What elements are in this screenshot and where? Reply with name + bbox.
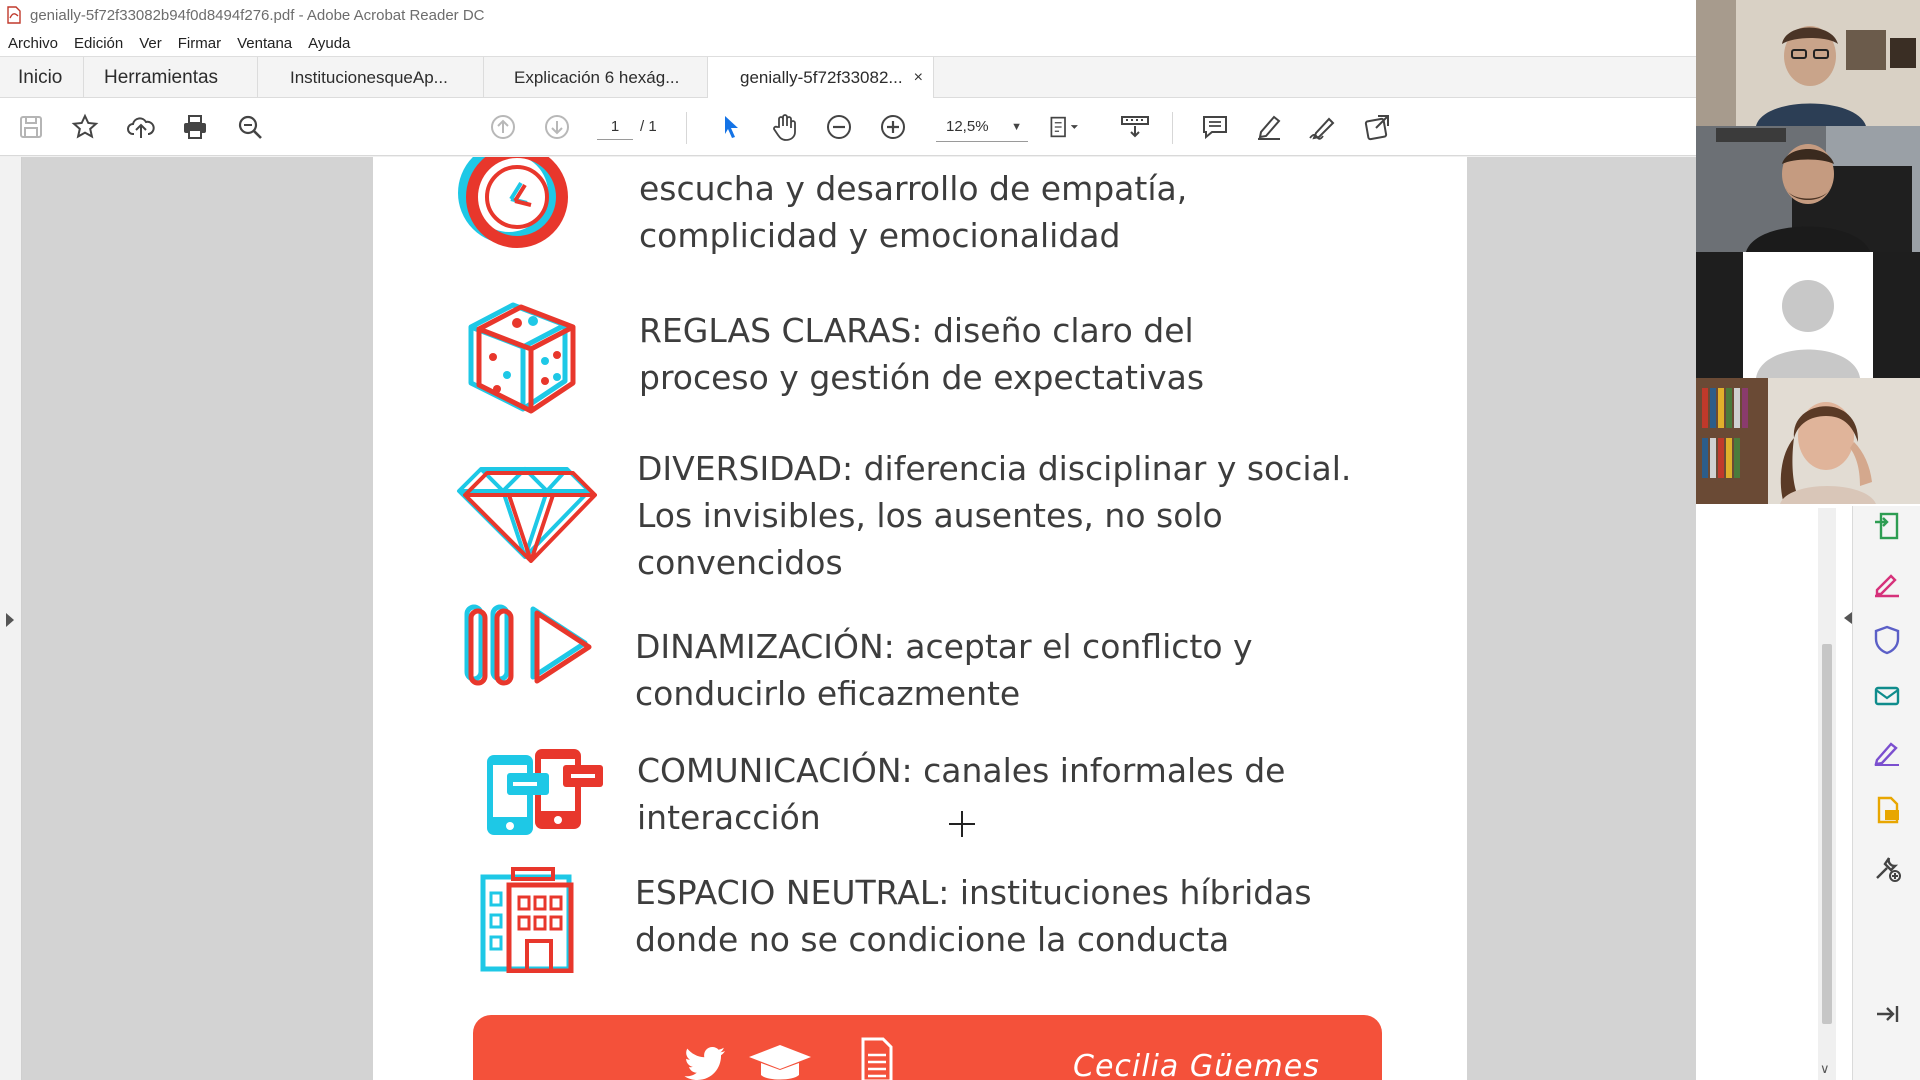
graduation-cap-icon [747,1043,813,1080]
collapse-panel-icon[interactable] [1871,998,1903,1030]
export-pdf-icon[interactable] [1871,510,1903,542]
document-icon [859,1035,895,1080]
phones-chat-icon [485,747,605,839]
entry-line: ESPACIO NEUTRAL: instituciones híbridas [635,873,1312,912]
entry-line: DINAMIZACIÓN: aceptar el conflicto y [635,627,1253,666]
footer-banner [473,1015,1382,1080]
entry-espacio-neutral [635,869,1312,963]
page-number-input[interactable]: 1 [597,114,633,140]
upload-cloud-icon[interactable] [124,110,158,144]
entry-line: Los invisibles, los ausentes, no solo [637,496,1223,535]
entry-line: REGLAS CLARAS: diseño claro del [639,311,1194,350]
tools-panel [1852,506,1920,1080]
toolbar-separator [1172,112,1173,144]
entry-line: convencidos [637,543,843,582]
comment-icon[interactable] [1198,110,1232,144]
tab-herramientas[interactable]: Herramientas [84,57,258,98]
tab-document-2[interactable]: Explicación 6 hexág... [484,57,708,98]
sign-icon[interactable] [1306,110,1340,144]
entry-line: interacción [637,798,821,837]
video-participant-1[interactable] [1696,0,1920,126]
entry-line: COMUNICACIÓN: canales informales de [637,751,1286,790]
entry-line: donde no se condicione la conducta [635,920,1230,959]
tab-document-1[interactable]: InstitucionesqueAp... [258,57,484,98]
entry-line: proceso y gestión de expectativas [639,358,1205,397]
search-zoom-icon[interactable] [233,110,267,144]
video-participant-4[interactable] [1696,378,1920,504]
bookmark-star-icon[interactable] [68,110,102,144]
menu-firmar[interactable]: Firmar [177,34,222,52]
window-title: genially-5f72f33082b94f0d8494f276.pdf - Adobe Acrobat Reader DC [30,6,485,24]
page-up-icon[interactable] [486,110,520,144]
tab-bar [0,56,1696,98]
tab-active-label: genially-5f72f33082... [740,67,903,87]
scrollbar-thumb[interactable] [1822,644,1832,1024]
menu-archivo[interactable]: Archivo [8,34,59,52]
building-icon [479,867,579,973]
entry-line: DIVERSIDAD: diferencia disciplinar y social. [637,449,1352,488]
crosshair-cursor-icon [949,811,975,837]
hand-icon[interactable] [768,110,802,144]
print-icon[interactable] [178,110,212,144]
pause-play-icon [463,603,595,687]
scroll-down-icon[interactable]: ∨ [1820,1061,1830,1076]
pdf-page [373,157,1467,1080]
participant-video-frame [1696,378,1920,504]
comment-doc-icon[interactable] [1871,794,1903,826]
entry-line: complicidad y emocionalidad [639,216,1121,255]
footer-author: Cecilia Güemes [1073,1049,1320,1080]
participant-video-frame [1696,126,1920,252]
entry-dinamizacion [635,623,1253,717]
edit-pen-icon[interactable] [1871,736,1903,768]
menu-ventana[interactable]: Ventana [237,34,293,52]
tab-close-icon[interactable]: × [913,68,923,86]
entry-empatia [639,165,1187,259]
clock-icon [453,157,589,249]
page-down-icon[interactable] [540,110,574,144]
left-nav-rail[interactable] [0,157,22,1080]
video-participant-2[interactable] [1696,126,1920,252]
more-tools-icon[interactable] [1871,852,1903,884]
menu-ver[interactable]: Ver [139,34,162,52]
highlight-pen-icon[interactable] [1252,110,1286,144]
chevron-down-icon: ▼ [1011,121,1022,133]
diamond-icon [455,463,597,563]
participant-video-frame [1696,0,1920,126]
zoom-out-icon[interactable] [822,110,856,144]
title-bar [0,0,1696,30]
page-total-label: / 1 [640,118,657,135]
toolbar [0,98,1696,156]
fill-sign-icon[interactable] [1871,568,1903,600]
zoom-value: 12,5% [946,118,989,135]
save-icon[interactable] [14,110,48,144]
entry-diversidad [637,445,1351,586]
zoom-select[interactable] [936,112,1028,142]
tab-inicio[interactable]: Inicio [0,57,84,98]
document-viewport[interactable] [0,157,1696,1080]
menu-ayuda[interactable]: Ayuda [308,34,351,52]
pdf-file-icon [6,6,22,24]
zoom-in-icon[interactable] [876,110,910,144]
toolbar-separator [686,112,687,144]
protect-shield-icon[interactable] [1871,624,1903,656]
entry-reglas-claras [639,307,1204,401]
expand-left-panel-icon[interactable] [6,613,14,627]
scroll-mode-icon[interactable] [1118,110,1152,144]
menu-bar [0,30,1696,56]
collapse-right-panel-icon[interactable] [1844,612,1852,624]
video-participant-3[interactable] [1696,252,1920,378]
share-icon[interactable] [1360,110,1394,144]
dice-icon [461,297,585,415]
entry-line: escucha y desarrollo de empatía, [639,169,1188,208]
participant-avatar-icon [1696,252,1920,378]
tab-document-active[interactable] [708,57,934,98]
vertical-scrollbar[interactable] [1818,508,1836,1080]
select-arrow-icon[interactable] [714,110,748,144]
page-fit-icon[interactable] [1048,110,1082,144]
twitter-bird-icon [683,1045,727,1080]
send-track-icon[interactable] [1871,680,1903,712]
entry-line: conducirlo eficazmente [635,674,1021,713]
menu-edicion[interactable]: Edición [74,34,124,52]
